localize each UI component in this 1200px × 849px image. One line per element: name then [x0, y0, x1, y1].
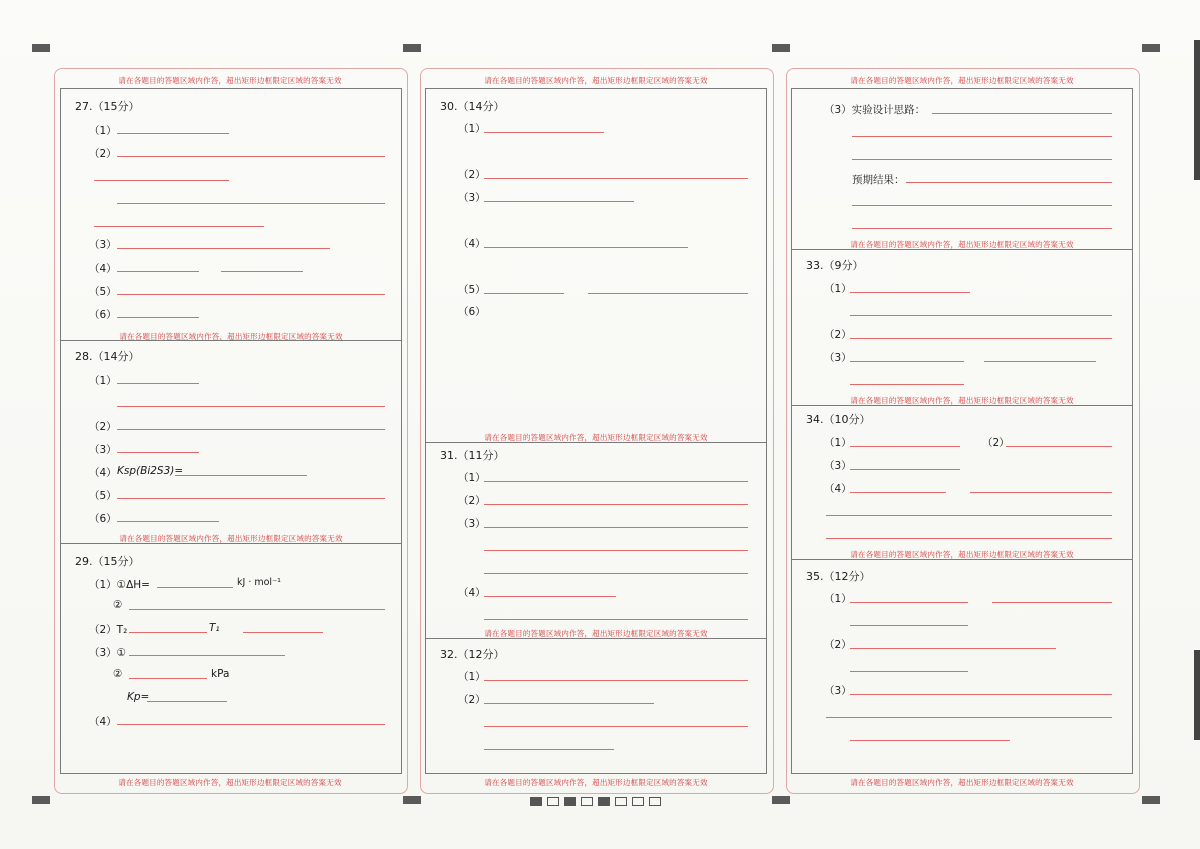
q35-part-2-label: （2）	[824, 639, 852, 651]
column-2-answer-box	[425, 88, 767, 774]
answer-line[interactable]	[852, 136, 1112, 137]
q29-part-3-label: （3）①	[89, 647, 127, 659]
section-divider	[792, 405, 1132, 406]
answer-line[interactable]	[850, 361, 964, 362]
warning-text: 请在各题目的答题区域内作答，超出矩形边框限定区域的答案无效	[119, 534, 343, 543]
page-indicator-box	[547, 797, 559, 806]
q29-part-1-unit: kJ · mol⁻¹	[237, 577, 281, 588]
answer-line[interactable]	[157, 587, 233, 588]
q28-part-2-label: （2）	[89, 421, 117, 433]
answer-line[interactable]	[117, 521, 219, 522]
q29-part-3b-unit: kPa	[211, 668, 230, 680]
q29-part-3b-label: ②	[113, 668, 123, 680]
q33-part-2-label: （2）	[824, 329, 852, 341]
answer-line[interactable]	[850, 469, 960, 470]
q29-part-2-label: （2）T₂	[89, 624, 128, 636]
q27-part-6-label: （6）	[89, 309, 117, 321]
q30-part-3-label: （3）	[458, 192, 486, 204]
answer-line[interactable]	[850, 384, 964, 385]
warning-text: 请在各题目的答题区域内作答，超出矩形边框限定区域的答案无效	[850, 76, 1074, 85]
answer-line[interactable]	[129, 655, 285, 656]
q31-part-3-label: （3）	[458, 518, 486, 530]
q30-part-5-label: （5）	[458, 284, 486, 296]
answer-line[interactable]	[850, 625, 968, 626]
column-1-answer-box	[60, 88, 402, 774]
page-indicator-box	[632, 797, 644, 806]
answer-line[interactable]	[850, 694, 1112, 695]
q30-part-4-label: （4）	[458, 238, 486, 250]
column-3-answer-box	[791, 88, 1133, 774]
answer-line[interactable]	[850, 315, 1112, 316]
answer-line[interactable]	[484, 132, 604, 133]
answer-line[interactable]	[117, 294, 385, 295]
answer-line[interactable]	[117, 248, 330, 249]
q31-part-4-label: （4）	[458, 587, 486, 599]
answer-line[interactable]	[129, 632, 207, 633]
answer-line[interactable]	[484, 481, 748, 482]
q28-part-4-label: （4）	[89, 467, 117, 479]
answer-line[interactable]	[175, 475, 307, 476]
answer-line[interactable]	[484, 596, 616, 597]
answer-line[interactable]	[484, 619, 748, 620]
answer-line[interactable]	[243, 632, 323, 633]
answer-line[interactable]	[484, 504, 748, 505]
question-32-title: 32.（12分）	[440, 648, 505, 661]
answer-line[interactable]	[850, 338, 1112, 339]
section-divider	[426, 442, 766, 443]
q28-part-6-label: （6）	[89, 513, 117, 525]
q29-part-1-label: （1）①ΔH=	[89, 579, 150, 591]
q32-part-2-label: （2）	[458, 694, 486, 706]
question-33-title: 33.（9分）	[806, 259, 864, 272]
answer-line[interactable]	[117, 156, 385, 157]
answer-line[interactable]	[850, 292, 970, 293]
q33-part-3-label: （3）	[824, 352, 852, 364]
q34-part-2-label: （2）	[982, 437, 1010, 449]
warning-text: 请在各题目的答题区域内作答，超出矩形边框限定区域的答案无效	[850, 240, 1074, 249]
answer-line[interactable]	[992, 602, 1112, 603]
page-indicator-box	[598, 797, 610, 806]
q34-part-1-label: （1）	[824, 437, 852, 449]
answer-line[interactable]	[117, 203, 385, 204]
warning-text: 请在各题目的答题区域内作答，超出矩形边框限定区域的答案无效	[484, 76, 708, 85]
answer-line[interactable]	[129, 609, 385, 610]
answer-line[interactable]	[484, 680, 748, 681]
q35-part-3-label: （3）	[824, 685, 852, 697]
answer-line[interactable]	[117, 498, 385, 499]
question-30-title: 30.（14分）	[440, 100, 505, 113]
q34-part-4-label: （4）	[824, 483, 852, 495]
answer-line[interactable]	[117, 383, 199, 384]
q30-part-6-label: （6）	[458, 306, 486, 318]
q30-part-2-label: （2）	[458, 169, 486, 181]
q35-part-1-label: （1）	[824, 593, 852, 605]
answer-line[interactable]	[906, 182, 1112, 183]
answer-line[interactable]	[850, 740, 1010, 741]
answer-line[interactable]	[117, 317, 199, 318]
answer-line[interactable]	[484, 178, 748, 179]
alignment-mark	[1142, 796, 1160, 804]
answer-line[interactable]	[852, 228, 1112, 229]
section-divider	[792, 559, 1132, 560]
section-divider	[792, 249, 1132, 250]
answer-line[interactable]	[1006, 446, 1112, 447]
q30-part-1-label: （1）	[458, 123, 486, 135]
answer-line[interactable]	[484, 550, 748, 551]
q28-part-5-label: （5）	[89, 490, 117, 502]
question-31-title: 31.（11分）	[440, 449, 505, 462]
question-27-title: 27.（15分）	[75, 100, 140, 113]
answer-line[interactable]	[221, 271, 303, 272]
warning-text: 请在各题目的答题区域内作答，超出矩形边框限定区域的答案无效	[118, 76, 342, 85]
answer-line[interactable]	[484, 573, 748, 574]
q27-part-3-label: （3）	[89, 239, 117, 251]
q27-part-4-label: （4）	[89, 263, 117, 275]
q-continued-part-3-label: （3）实验设计思路：	[824, 104, 926, 116]
answer-line[interactable]	[850, 671, 968, 672]
page-indicator-box	[615, 797, 627, 806]
alignment-mark	[772, 796, 790, 804]
question-35-title: 35.（12分）	[806, 570, 871, 583]
warning-text: 请在各题目的答题区域内作答，超出矩形边框限定区域的答案无效	[850, 778, 1074, 787]
answer-line[interactable]	[484, 247, 688, 248]
question-28-title: 28.（14分）	[75, 350, 140, 363]
answer-line[interactable]	[147, 701, 227, 702]
alignment-mark	[403, 44, 421, 52]
alignment-mark	[1142, 44, 1160, 52]
answer-line[interactable]	[484, 527, 748, 528]
q28-part-1-label: （1）	[89, 375, 117, 387]
answer-line[interactable]	[117, 724, 385, 725]
page-indicator-box	[564, 797, 576, 806]
answer-line[interactable]	[984, 361, 1096, 362]
answer-line[interactable]	[850, 602, 968, 603]
answer-line[interactable]	[117, 271, 199, 272]
warning-text: 请在各题目的答题区域内作答，超出矩形边框限定区域的答案无效	[484, 433, 708, 442]
q29-part-1b-label: ②	[113, 599, 123, 611]
q27-part-1-label: （1）	[89, 125, 117, 137]
q27-part-5-label: （5）	[89, 286, 117, 298]
answer-line[interactable]	[588, 293, 748, 294]
section-divider	[61, 543, 401, 544]
q33-part-1-label: （1）	[824, 283, 852, 295]
q32-part-1-label: （1）	[458, 671, 486, 683]
answer-line[interactable]	[484, 293, 564, 294]
q27-part-2-label: （2）	[89, 148, 117, 160]
q34-part-3-label: （3）	[824, 460, 852, 472]
answer-line[interactable]	[94, 180, 229, 181]
answer-line[interactable]	[484, 201, 634, 202]
alignment-mark	[403, 796, 421, 804]
warning-text: 请在各题目的答题区域内作答，超出矩形边框限定区域的答案无效	[850, 396, 1074, 405]
question-34-title: 34.（10分）	[806, 413, 871, 426]
answer-line[interactable]	[484, 726, 748, 727]
q29-part-2-t1-label: T₁	[209, 622, 220, 634]
answer-line[interactable]	[932, 113, 1112, 114]
alignment-mark	[32, 796, 50, 804]
answer-line[interactable]	[484, 749, 614, 750]
answer-line[interactable]	[850, 648, 1056, 649]
warning-text: 请在各题目的答题区域内作答，超出矩形边框限定区域的答案无效	[484, 778, 708, 787]
answer-line[interactable]	[484, 703, 654, 704]
answer-line[interactable]	[850, 446, 960, 447]
answer-line[interactable]	[826, 538, 1112, 539]
page-indicator-box	[649, 797, 661, 806]
q29-kp-label: Kp=	[127, 691, 150, 703]
page-indicator-box	[530, 797, 542, 806]
answer-line[interactable]	[94, 226, 264, 227]
alignment-mark	[32, 44, 50, 52]
warning-text: 请在各题目的答题区域内作答，超出矩形边框限定区域的答案无效	[118, 778, 342, 787]
warning-text: 请在各题目的答题区域内作答，超出矩形边框限定区域的答案无效	[850, 550, 1074, 559]
answer-line[interactable]	[826, 515, 1112, 516]
answer-line[interactable]	[117, 133, 229, 134]
answer-line[interactable]	[117, 406, 385, 407]
answer-line[interactable]	[852, 159, 1112, 160]
warning-text: 请在各题目的答题区域内作答，超出矩形边框限定区域的答案无效	[119, 332, 343, 341]
scan-edge	[1194, 650, 1200, 740]
scan-edge	[1194, 40, 1200, 180]
answer-line[interactable]	[970, 492, 1112, 493]
answer-line[interactable]	[117, 452, 199, 453]
alignment-mark	[772, 44, 790, 52]
page-indicator-box	[581, 797, 593, 806]
section-divider	[426, 638, 766, 639]
q28-part-3-label: （3）	[89, 444, 117, 456]
answer-line[interactable]	[117, 429, 385, 430]
answer-line[interactable]	[850, 492, 946, 493]
question-29-title: 29.（15分）	[75, 555, 140, 568]
section-divider	[61, 340, 401, 341]
answer-line[interactable]	[852, 205, 1112, 206]
answer-line[interactable]	[826, 717, 1112, 718]
q31-part-2-label: （2）	[458, 495, 486, 507]
answer-line[interactable]	[129, 678, 207, 679]
q31-part-1-label: （1）	[458, 472, 486, 484]
expected-result-label: 预期结果：	[852, 174, 905, 186]
q28-ksp-expression: Ksp(Bi2S3)=	[117, 465, 184, 477]
q29-part-4-label: （4）	[89, 716, 117, 728]
warning-text: 请在各题目的答题区域内作答，超出矩形边框限定区域的答案无效	[484, 629, 708, 638]
